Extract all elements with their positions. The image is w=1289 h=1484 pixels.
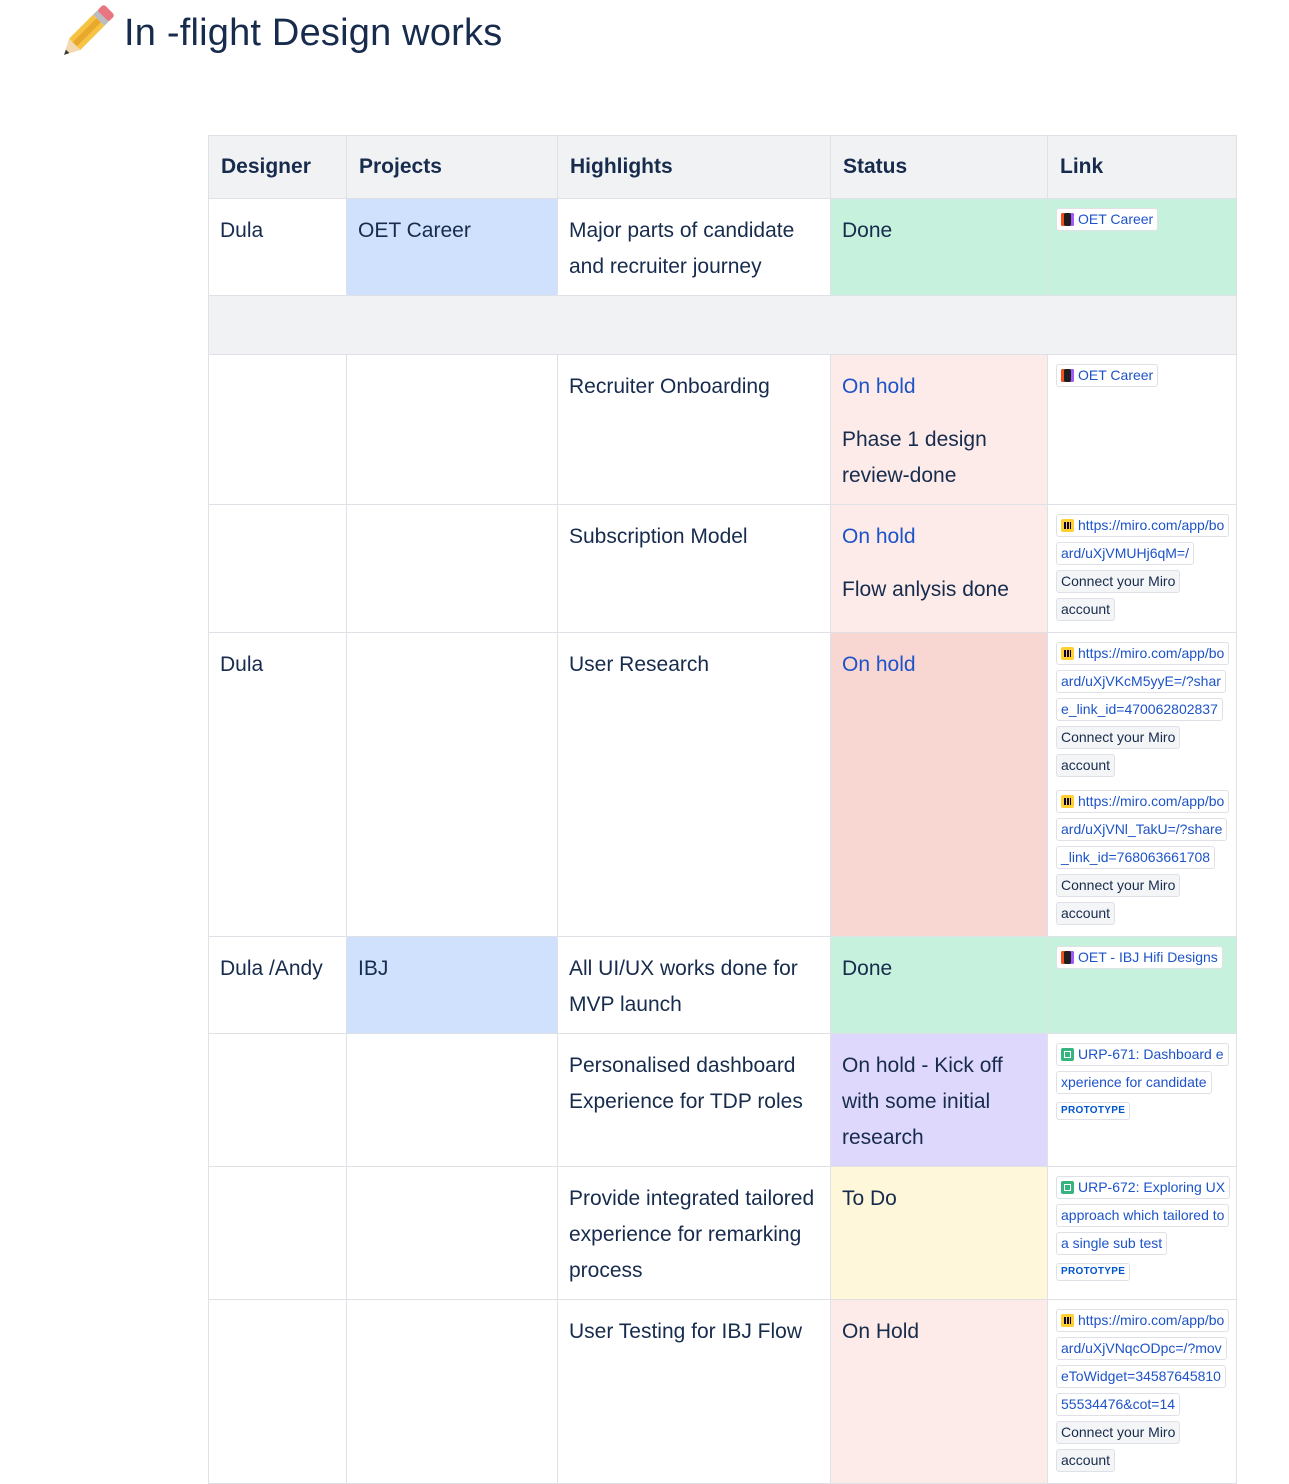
miro-icon [1061,1314,1074,1327]
link-cell [1048,199,1237,296]
status-link[interactable]: On hold [842,653,916,676]
connect-miro-button[interactable]: account [1056,1449,1115,1472]
miro-link[interactable]: ard/uXjVMUHj6qM=/ [1056,542,1194,565]
miro-link[interactable]: https://miro.com/app/bo [1056,790,1229,813]
pencil-icon [58,4,114,62]
designer-cell: Dula [209,633,347,937]
status-cell: On Hold [831,1300,1048,1484]
designer-cell [209,1167,347,1300]
designer-cell [209,505,347,633]
figma-icon [1061,951,1074,964]
highlight-cell: User Research [558,633,831,937]
table-row [209,199,1237,296]
miro-link[interactable]: e_link_id=470062802837 [1056,698,1223,721]
figma-icon [1061,369,1074,382]
project-cell: OET Career [347,199,558,296]
connect-miro-button[interactable]: Connect your Miro [1056,874,1180,897]
figma-link[interactable]: OET Career [1056,364,1158,387]
connect-miro-button[interactable]: Connect your Miro [1056,726,1180,749]
miro-link[interactable]: _link_id=768063661708 [1056,846,1215,869]
connect-miro-button[interactable]: account [1056,754,1115,777]
status-cell [831,633,1048,937]
designer-cell [209,355,347,505]
miro-link[interactable]: 55534476&cot=14 [1056,1393,1180,1416]
project-cell: IBJ [347,937,558,1034]
miro-icon [1061,795,1074,808]
page-header [58,4,502,62]
designer-cell [209,1300,347,1484]
highlight-cell: All UI/UX works done for MVP launch [558,937,831,1034]
jira-link[interactable]: xperience for candidate [1056,1071,1212,1094]
status-note: Phase 1 design review-done [842,428,987,487]
highlight-cell: Recruiter Onboarding [558,355,831,505]
link-cell [1048,937,1237,1034]
header-highlights: Highlights [558,136,831,199]
status-cell: Done [831,937,1048,1034]
highlight-cell: Personalised dashboard Experience for TDP roles [558,1034,831,1167]
figma-link[interactable]: OET - IBJ Hifi Designs [1056,946,1223,969]
miro-icon [1061,647,1074,660]
status-badge: PROTOTYPE [1056,1263,1130,1281]
status-cell: To Do [831,1167,1048,1300]
table-row [209,633,1237,937]
design-works-table [208,135,1237,1484]
link-cell [1048,633,1237,937]
header-designer: Designer [209,136,347,199]
link-cell [1048,1300,1237,1484]
table-row [209,1034,1237,1167]
table-row [209,1167,1237,1300]
table-row [209,1300,1237,1484]
project-cell [347,633,558,937]
connect-miro-button[interactable]: account [1056,902,1115,925]
designer-cell: Dula [209,199,347,296]
status-cell: On hold - Kick off with some initial research [831,1034,1048,1167]
highlight-cell: Major parts of candidate and recruiter journey [558,199,831,296]
table-header-row [209,136,1237,199]
separator-row [209,296,1237,355]
status-link[interactable]: On hold [842,375,916,398]
link-cell [1048,1167,1237,1300]
page-title: In -flight Design works [124,11,503,54]
header-projects: Projects [347,136,558,199]
table-row [209,505,1237,633]
connect-miro-button[interactable]: Connect your Miro [1056,570,1180,593]
highlight-cell: Provide integrated tailored experience for remarking process [558,1167,831,1300]
miro-link[interactable]: https://miro.com/app/bo [1056,1309,1229,1332]
status-note: Flow anlysis done [842,578,1009,601]
miro-link[interactable]: https://miro.com/app/bo [1056,642,1229,665]
link-cell [1048,355,1237,505]
jira-link[interactable]: approach which tailored to [1056,1204,1229,1227]
jira-story-icon [1061,1181,1074,1194]
highlight-cell: User Testing for IBJ Flow [558,1300,831,1484]
connect-miro-button[interactable]: account [1056,598,1115,621]
miro-link[interactable]: ard/uXjVNl_TakU=/?share [1056,818,1227,841]
figma-link[interactable]: OET Career [1056,208,1158,231]
link-cell [1048,505,1237,633]
table-row [209,355,1237,505]
designer-cell [209,1034,347,1167]
jira-link[interactable]: URP-671: Dashboard e [1056,1043,1229,1066]
designer-cell: Dula /Andy [209,937,347,1034]
miro-link[interactable]: eToWidget=34587645810 [1056,1365,1226,1388]
project-cell [347,1167,558,1300]
jira-link[interactable]: URP-672: Exploring UX [1056,1176,1230,1199]
project-cell [347,1300,558,1484]
jira-story-icon [1061,1048,1074,1061]
status-badge: PROTOTYPE [1056,1102,1130,1120]
status-link[interactable]: On hold [842,525,916,548]
header-link: Link [1048,136,1237,199]
miro-link[interactable]: ard/uXjVKcM5yyE=/?shar [1056,670,1226,693]
highlight-cell: Subscription Model [558,505,831,633]
figma-icon [1061,213,1074,226]
project-cell [347,505,558,633]
project-cell [347,355,558,505]
jira-link[interactable]: a single sub test [1056,1232,1167,1255]
header-status: Status [831,136,1048,199]
table-row [209,937,1237,1034]
project-cell [347,1034,558,1167]
status-cell [831,505,1048,633]
miro-link[interactable]: ard/uXjVNqcODpc=/?mov [1056,1337,1227,1360]
status-cell: Done [831,199,1048,296]
connect-miro-button[interactable]: Connect your Miro [1056,1421,1180,1444]
miro-icon [1061,519,1074,532]
status-cell [831,355,1048,505]
miro-link[interactable]: https://miro.com/app/bo [1056,514,1229,537]
link-cell [1048,1034,1237,1167]
